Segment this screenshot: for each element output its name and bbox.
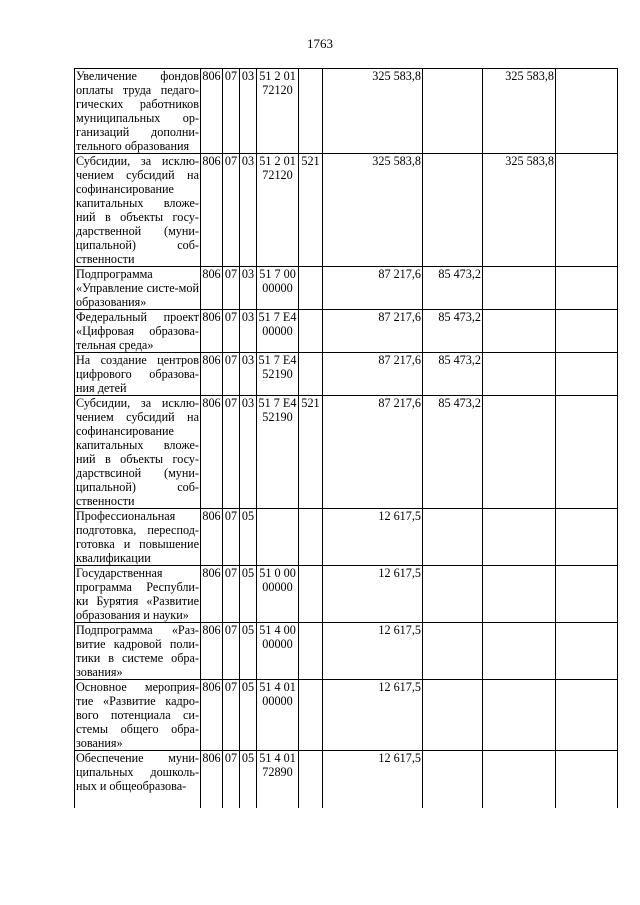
gov-code: 806 <box>201 69 223 154</box>
expense-type-code <box>299 267 323 310</box>
section-code: 07 <box>223 623 240 680</box>
amount-federal <box>423 69 483 154</box>
amount-regional <box>483 310 556 353</box>
section-code: 07 <box>223 751 240 808</box>
target-article-code <box>257 509 299 566</box>
target-article-part2: 52190 <box>262 410 293 424</box>
amount-other <box>556 267 618 310</box>
row-name: На создание центров цифрового образова-ния детей <box>76 353 199 395</box>
gov-code: 806 <box>201 353 223 396</box>
gov-code: 806 <box>201 154 223 267</box>
subsection-code: 03 <box>240 267 257 310</box>
amount-regional <box>483 396 556 509</box>
target-article-part1: 51 7 Е4 <box>258 353 297 367</box>
target-article-code <box>257 267 299 310</box>
page-number: 1763 <box>307 36 333 51</box>
subsection-code: 03 <box>240 69 257 154</box>
row-name: Профессиональная подготовка, переспод-готовка и повышение квалификации <box>76 509 199 565</box>
target-article-part1: 51 0 00 <box>259 566 296 580</box>
table-row <box>75 680 618 751</box>
subsection-code: 03 <box>240 396 257 509</box>
amount-total: 87 217,6 <box>323 396 423 509</box>
target-article-code <box>257 396 299 509</box>
amount-total: 325 583,8 <box>323 154 423 267</box>
target-article-part1: 51 7 00 <box>259 267 296 281</box>
section-code: 07 <box>223 509 240 566</box>
target-article-part2: 72120 <box>262 168 293 182</box>
amount-regional <box>483 267 556 310</box>
target-article-code <box>257 566 299 623</box>
amount-total: 325 583,8 <box>323 69 423 154</box>
expense-type-code <box>299 680 323 751</box>
target-article-part1: 51 4 01 <box>259 751 296 765</box>
amount-federal: 85 473,2 <box>423 310 483 353</box>
expense-type-code <box>299 353 323 396</box>
subsection-code: 03 <box>240 154 257 267</box>
target-article-part1: 51 7 Е4 <box>258 396 297 410</box>
amount-total: 87 217,6 <box>323 353 423 396</box>
section-code: 07 <box>223 566 240 623</box>
table-row <box>75 69 618 154</box>
row-name: Увеличение фондов оплаты труда педаго-гических работников муниципальных ор-ганизаций дополни-тельного образования <box>76 69 199 153</box>
amount-regional <box>483 509 556 566</box>
amount-federal <box>423 751 483 808</box>
amount-regional: 325 583,8 <box>483 69 556 154</box>
target-article-part1: 51 4 00 <box>259 623 296 637</box>
amount-other <box>556 680 618 751</box>
row-name: Субсидии, за исклю-чением субсидий на софинансирование капитальных вложе-ний в объекты госу-дарствсиной (муни-ципальной) соб-ственности <box>76 396 199 508</box>
row-name: Подпрограмма «Управление систе-мой образования» <box>76 267 199 309</box>
table-row <box>75 310 618 353</box>
section-code: 07 <box>223 267 240 310</box>
expense-type-code <box>299 69 323 154</box>
amount-federal <box>423 680 483 751</box>
target-article-code <box>257 154 299 267</box>
amount-federal: 85 473,2 <box>423 396 483 509</box>
table-row <box>75 623 618 680</box>
gov-code: 806 <box>201 396 223 509</box>
amount-total: 12 617,5 <box>323 566 423 623</box>
amount-total: 87 217,6 <box>323 267 423 310</box>
amount-total: 12 617,5 <box>323 509 423 566</box>
amount-other <box>556 509 618 566</box>
gov-code: 806 <box>201 680 223 751</box>
target-article-part2: 00000 <box>262 324 293 338</box>
row-name: Федеральный проект «Цифровая образова-тельная среда» <box>76 310 199 352</box>
expense-type-code <box>299 310 323 353</box>
table-row <box>75 154 618 267</box>
subsection-code: 05 <box>240 680 257 751</box>
table-row <box>75 566 618 623</box>
amount-other <box>556 154 618 267</box>
gov-code: 806 <box>201 267 223 310</box>
expense-type-code <box>299 623 323 680</box>
target-article-part1: 51 4 01 <box>259 680 296 694</box>
target-article-code <box>257 623 299 680</box>
amount-other <box>556 353 618 396</box>
row-name: Подпрограмма «Раз-витие кадровой поли-тики в системе обра-зования» <box>76 623 199 679</box>
target-article-part1: 51 2 01 <box>259 154 296 168</box>
target-article-part2: 72120 <box>262 83 293 97</box>
subsection-code: 03 <box>240 310 257 353</box>
amount-other <box>556 69 618 154</box>
table-row <box>75 353 618 396</box>
expense-type-code <box>299 751 323 808</box>
section-code: 07 <box>223 310 240 353</box>
amount-other <box>556 751 618 808</box>
amount-total: 12 617,5 <box>323 623 423 680</box>
subsection-code: 05 <box>240 566 257 623</box>
gov-code: 806 <box>201 566 223 623</box>
amount-other <box>556 566 618 623</box>
amount-regional <box>483 566 556 623</box>
gov-code: 806 <box>201 310 223 353</box>
gov-code: 806 <box>201 623 223 680</box>
target-article-part2: 72890 <box>262 765 293 779</box>
section-code: 07 <box>223 680 240 751</box>
row-name: Субсидии, за исклю-чением субсидий на софинансирование капитальных вложе-ний в объекты госу-дарственной (муни-ципальной) соб-ственности <box>76 154 199 266</box>
amount-regional <box>483 751 556 808</box>
expense-type-code: 521 <box>299 154 323 267</box>
amount-federal <box>423 623 483 680</box>
amount-federal: 85 473,2 <box>423 353 483 396</box>
row-name: Обеспечение муни-ципальных дошколь-ных и общеобразова- <box>75 751 201 808</box>
amount-federal <box>423 509 483 566</box>
target-article-part1: 51 2 01 <box>259 69 296 83</box>
amount-other <box>556 396 618 509</box>
target-article-code <box>257 69 299 154</box>
table-row <box>75 267 618 310</box>
section-code: 07 <box>223 396 240 509</box>
table-row <box>75 751 618 808</box>
amount-federal: 85 473,2 <box>423 267 483 310</box>
target-article-part2: 52190 <box>262 367 293 381</box>
amount-total: 12 617,5 <box>323 680 423 751</box>
gov-code: 806 <box>201 751 223 808</box>
expense-type-code <box>299 566 323 623</box>
amount-regional: 325 583,8 <box>483 154 556 267</box>
row-name: Государственная программа Республи-ки Бурятия «Развитие образования и науки» <box>76 566 199 622</box>
target-article-code <box>257 353 299 396</box>
gov-code: 806 <box>201 509 223 566</box>
expense-type-code <box>299 509 323 566</box>
table-row <box>75 396 618 509</box>
subsection-code: 05 <box>240 623 257 680</box>
section-code: 07 <box>223 154 240 267</box>
target-article-part2: 00000 <box>262 637 293 651</box>
subsection-code: 05 <box>240 509 257 566</box>
row-name: Основное мероприя-тие «Развитие кадро-вого потенциала си-стемы общего обра-зования» <box>76 680 199 750</box>
amount-regional <box>483 353 556 396</box>
amount-regional <box>483 623 556 680</box>
section-code: 07 <box>223 353 240 396</box>
amount-regional <box>483 680 556 751</box>
amount-federal <box>423 566 483 623</box>
table-row <box>75 509 618 566</box>
budget-table <box>74 68 618 808</box>
amount-federal <box>423 154 483 267</box>
amount-total: 87 217,6 <box>323 310 423 353</box>
target-article-code <box>257 680 299 751</box>
target-article-code <box>257 751 299 808</box>
target-article-code <box>257 310 299 353</box>
subsection-code: 05 <box>240 751 257 808</box>
target-article-part2: 00000 <box>262 694 293 708</box>
expense-type-code: 521 <box>299 396 323 509</box>
target-article-part2: 00000 <box>262 281 293 295</box>
amount-total: 12 617,5 <box>323 751 423 808</box>
subsection-code: 03 <box>240 353 257 396</box>
amount-other <box>556 310 618 353</box>
section-code: 07 <box>223 69 240 154</box>
amount-other <box>556 623 618 680</box>
target-article-part1: 51 7 Е4 <box>258 310 297 324</box>
target-article-part2: 00000 <box>262 580 293 594</box>
